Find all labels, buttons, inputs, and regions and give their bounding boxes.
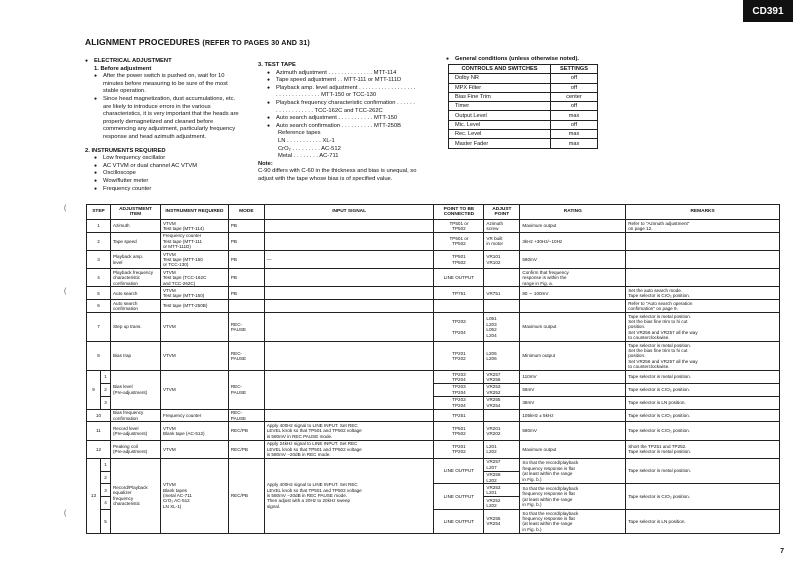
adjustment-item: Tape speed: [110, 232, 160, 250]
rating: So that the record/playback frequency response is flat (at least within the range in Fig. b.): [520, 458, 626, 484]
instrument: VTVM Test tape (TCC-162C and TCC-262C): [160, 269, 228, 287]
mode: PB: [228, 232, 264, 250]
remarks: Refer to "Azimuth adjustment" on page 12.: [626, 220, 780, 233]
adjustment-item: Record level (Pre-adjustment): [110, 422, 160, 440]
mode: PB: [228, 287, 264, 300]
instrument: Test tape (MTT-250B): [160, 300, 228, 313]
column-header: STEP: [87, 205, 111, 220]
rating: 80 ∼ 100mV: [520, 287, 626, 300]
connect-point: TP201 TP202: [434, 440, 484, 458]
mode: REC/PB: [228, 422, 264, 440]
tape-item: ● Playback amp. level adjustment . . . . . . . . . . . . . . . . . . . . . . . . . . . . . . . . MTT-150 or TCC-130: [267, 85, 418, 100]
instruments-heading: 2. INSTRUMENTS REQUIRED: [85, 147, 166, 154]
adjust-point: VR253 L201: [484, 484, 520, 497]
control-setting: off: [550, 120, 597, 129]
rating: 38mV: [520, 396, 626, 409]
control-setting: max: [550, 111, 597, 120]
step-number: 4: [87, 269, 111, 287]
step-number: 13: [87, 458, 101, 533]
input-signal: [264, 313, 434, 342]
column-header: REMARKS: [626, 205, 780, 220]
adjust-point: VR255 VR254: [484, 396, 520, 409]
before-heading: 1. Before adjustment: [94, 65, 152, 72]
column-header: POINT TO BE CONNECTED: [434, 205, 484, 220]
instrument: VTVM Blank tapes (metal AC-711 CrO₂ AC-512 LN XL-1): [160, 458, 228, 533]
instrument: VTVM: [160, 342, 228, 371]
sub-step: 3: [100, 484, 110, 497]
adjust-point: VR built in motor: [484, 232, 520, 250]
instrument-item: ● Wow/flutter meter: [94, 178, 243, 186]
adjust-point: VR257 VR256: [484, 371, 520, 384]
mode: PB: [228, 269, 264, 287]
control-name: Master Fader: [449, 139, 551, 148]
connect-point: TP203 TP204: [434, 371, 484, 384]
mode: REC- PAUSE: [228, 409, 264, 422]
conditions-section: [446, 56, 596, 64]
electrical-heading: ● ELECTRICAL ADJUSTMENT: [85, 58, 243, 66]
test-tape-heading: 3. TEST TAPE: [258, 62, 296, 68]
adjust-point: [484, 300, 520, 313]
conditions-row: [449, 139, 598, 148]
table-row: [87, 232, 780, 250]
adjustment-item: Auto search confirmation: [110, 300, 160, 313]
remarks: Tape selector is CrO₂ position.: [626, 422, 780, 440]
adjust-point: VR201 VR202: [484, 422, 520, 440]
tape-item: ● Tape speed adjustment . . MTT-111 or MTT-111D: [267, 77, 418, 85]
adjust-point: VR257 L207: [484, 458, 520, 471]
sub-step: 5: [100, 510, 110, 534]
table-row: [87, 342, 780, 371]
binding-mark: (: [64, 288, 67, 295]
connect-point: LINE OUTPUT: [434, 269, 484, 287]
control-name: Mic. Level: [449, 120, 551, 129]
remarks: Tape selector is metal position.: [626, 371, 780, 384]
rating: [520, 300, 626, 313]
binding-mark: (: [64, 205, 67, 212]
conditions-row: [449, 74, 598, 83]
input-signal: [264, 342, 434, 371]
adjust-point: L201 L202: [484, 440, 520, 458]
connect-point: [434, 300, 484, 313]
conditions-heading: ● General conditions (unless otherwise noted).: [446, 56, 596, 64]
control-name: Dolby NR: [449, 74, 551, 83]
step-number: 3: [87, 251, 111, 269]
instrument: VTVM Test tape (MTT-150 or TCC-130): [160, 251, 228, 269]
before-item: ● Since head magnetization, dust accumulations, etc. are likely to introduce errors in the various characteristics, it is very important that the heads are properly demagnetized and cleaned before commencing any adjustment, particularly frequency response and head azimuth adjustment.: [94, 96, 243, 142]
connect-point: TP251: [434, 409, 484, 422]
step-number: 6: [87, 300, 111, 313]
instrument-item: ● Frequency counter: [94, 186, 243, 194]
conditions-col1: CONTROLS AND SWITCHES: [449, 65, 551, 74]
rating: Minimum output: [520, 342, 626, 371]
adjustment-item: Azimuth: [110, 220, 160, 233]
ref-heading: Reference tapes: [278, 130, 321, 137]
step-number: 9: [87, 371, 101, 409]
rating: So that the record/playback frequency response is flat (at least within the range in Fig. b.): [520, 484, 626, 510]
note-heading: Note:: [258, 160, 273, 167]
remarks: Tape selector is LN position.: [626, 510, 780, 534]
title-text: ALIGNMENT PROCEDURES: [85, 37, 200, 47]
instrument: Frequency counter Test tape (MTT-111 or MTT-111D): [160, 232, 228, 250]
table-row: [87, 220, 780, 233]
conditions-row: [449, 111, 598, 120]
connect-point: TP501 or TP502: [434, 232, 484, 250]
sub-step: 4: [100, 497, 110, 510]
control-setting: off: [550, 74, 597, 83]
conditions-row: [449, 102, 598, 111]
instrument: VTVM: [160, 440, 228, 458]
adjustment-item: Peaking coil (Pre-adjustment): [110, 440, 160, 458]
remarks: Tape selector is LN position.: [626, 396, 780, 409]
conditions-row: [449, 120, 598, 129]
adjust-point: VR101 VR102: [484, 251, 520, 269]
binding-mark: (: [64, 510, 67, 517]
connect-point: TP501 TP502: [434, 251, 484, 269]
adjust-point: [484, 409, 520, 422]
column-header: INSTRUMENT REQUIRED: [160, 205, 228, 220]
rating: 3kHz +30Hz/−10Hz: [520, 232, 626, 250]
rating: So that the record/playback frequency response is flat (at least within the range in Fig. b.): [520, 510, 626, 534]
before-item: ● After the power switch is pushed on, wait for 10 minutes before measuring to be sure of the most stable operation.: [94, 73, 243, 96]
rating: Maximum output: [520, 313, 626, 342]
table-row: [87, 269, 780, 287]
column-header: INPUT SIGNAL: [264, 205, 434, 220]
conditions-col2: SETTINGS: [550, 65, 597, 74]
rating: Confirm that frequency response is within the range in Fig. a.: [520, 269, 626, 287]
adjust-point: VR253 VR252: [484, 383, 520, 396]
mode: PB: [228, 220, 264, 233]
instrument: VTVM Blank tape (AC-512): [160, 422, 228, 440]
control-setting: max: [550, 130, 597, 139]
mode: REC- PAUSE: [228, 342, 264, 371]
table-row: [87, 287, 780, 300]
step-number: 11: [87, 422, 111, 440]
adjustment-item: Step up trans.: [110, 313, 160, 342]
input-signal: [264, 409, 434, 422]
connect-point: LINE OUTPUT: [434, 484, 484, 510]
input-signal: [264, 287, 434, 300]
table-row: [87, 440, 780, 458]
tape-item: ● Auto search confirmation . . . . . . . . . . MTT-250B: [267, 123, 418, 131]
connect-point: LINE OUTPUT: [434, 510, 484, 534]
control-name: MPX Filter: [449, 83, 551, 92]
instrument: Frequency counter: [160, 409, 228, 422]
sub-step: 1: [100, 371, 110, 384]
adjust-point: VR751: [484, 287, 520, 300]
instrument-item: ● Oscilloscope: [94, 170, 243, 178]
conditions-row: [449, 130, 598, 139]
rating: 58mV: [520, 383, 626, 396]
column-header: ADJUST POINT: [484, 205, 520, 220]
column-header: ADJUSTMENT ITEM: [110, 205, 160, 220]
connect-point: TP203 TP204: [434, 396, 484, 409]
rating: Maximum output: [520, 440, 626, 458]
column-header: MODE: [228, 205, 264, 220]
sub-step: 2: [100, 471, 110, 484]
adjustment-item: Bias trap: [110, 342, 160, 371]
adjustment-item: Record/Playback equalizer frequency characteristic: [110, 458, 160, 533]
alignment-table: [86, 204, 780, 534]
remarks: [626, 251, 780, 269]
adjustment-item: Playback frequency characteristic confirmation: [110, 269, 160, 287]
remarks: Set the auto search mode. Tape selector is CrO₂ position.: [626, 287, 780, 300]
mode: REC- PAUSE: [228, 371, 264, 409]
sub-step: 1: [100, 458, 110, 471]
remarks: Refer to "Auto search operation confirmation" on page 9.: [626, 300, 780, 313]
input-signal: [264, 232, 434, 250]
electrical-section: [85, 58, 243, 193]
ref-item: LN . . . . . . . . . . . XL-1: [278, 137, 335, 144]
control-setting: off: [550, 83, 597, 92]
remarks: [626, 232, 780, 250]
remarks: Tape selector is CrO₂ position.: [626, 383, 780, 396]
connect-point: TP203 TP204: [434, 313, 484, 342]
step-number: 10: [87, 409, 111, 422]
mode: PB: [228, 251, 264, 269]
table-row: [87, 313, 780, 342]
control-setting: off: [550, 102, 597, 111]
step-number: 2: [87, 232, 111, 250]
remarks: Short the TP251 and TP252. Tape selector is metal position.: [626, 440, 780, 458]
control-setting: max: [550, 139, 597, 148]
adjust-point: L205 L206: [484, 342, 520, 371]
control-name: Bias Fine Trim: [449, 92, 551, 101]
sub-step: 2: [100, 383, 110, 396]
table-row: [87, 422, 780, 440]
step-number: 12: [87, 440, 111, 458]
adjust-point: VR252 L202: [484, 497, 520, 510]
title-reference: (REFER TO PAGES 30 AND 31): [202, 38, 310, 47]
adjustment-item: Bias frequency confirmation: [110, 409, 160, 422]
mode: REC/PB: [228, 458, 264, 533]
note-text: C-90 differs with C-60 in the thickness and bias is unequal, so adjust with the tape whose bias is of specified value.: [258, 168, 417, 182]
input-signal: —: [264, 251, 434, 269]
instrument: VTVM Test tape (MTT-114): [160, 220, 228, 233]
instrument: VTVM: [160, 371, 228, 409]
remarks: Tape selector is CrO₂ position.: [626, 484, 780, 510]
ref-item: CrO₂ . . . . . . . . . AC-512: [278, 145, 341, 152]
instrument: VTVM: [160, 313, 228, 342]
input-signal: [264, 300, 434, 313]
table-row: [87, 371, 780, 384]
control-setting: center: [550, 92, 597, 101]
remarks: Tape selector is CrO₂ position.: [626, 409, 780, 422]
instrument-item: ● Low frequency oscillator: [94, 155, 243, 163]
table-row: [87, 300, 780, 313]
connect-point: TP203 TP204: [434, 383, 484, 396]
connect-point: TP751: [434, 287, 484, 300]
model-badge: CD391: [743, 0, 793, 22]
step-number: 7: [87, 313, 111, 342]
input-signal: Apply 24kHz signal to LINE INPUT. Set REC LEVEL knob so that TP501 and TP502 voltage is 580mV −20dB in REC mode.: [264, 440, 434, 458]
page-number: 7: [780, 548, 784, 555]
conditions-row: [449, 83, 598, 92]
adjustment-item: Bias level (Pre-adjustment): [110, 371, 160, 409]
tape-item: ● Playback frequency characteristic confirmation . . . . . . . . . . . . . . . . . . TCC-162C and TCC-262C: [267, 100, 418, 115]
column-header: RATING: [520, 205, 626, 220]
step-number: 1: [87, 220, 111, 233]
input-signal: [264, 269, 434, 287]
step-number: 5: [87, 287, 111, 300]
tape-item: ● Azimuth adjustment . . . . . . . . . . . . . . MTT-114: [267, 70, 418, 78]
adjust-point: Azimuth screw: [484, 220, 520, 233]
rating: Maximum output: [520, 220, 626, 233]
step-number: 8: [87, 342, 111, 371]
adjust-point: [484, 269, 520, 287]
ref-item: Metal . . . . . . . . AC-711: [278, 153, 339, 160]
mode: REC/PB: [228, 440, 264, 458]
rating: 580mV: [520, 251, 626, 269]
connect-point: TP501 or TP502: [434, 220, 484, 233]
connect-point: TP201 TP202: [434, 342, 484, 371]
table-row: [87, 251, 780, 269]
adjustment-item: Auto search: [110, 287, 160, 300]
table-row: [87, 458, 780, 471]
instrument: VTVM Test tape (MTT-150): [160, 287, 228, 300]
instrument-item: ● AC VTVM or dual channel AC VTVM: [94, 163, 243, 171]
input-signal: [264, 220, 434, 233]
table-row: [87, 409, 780, 422]
input-signal: Apply 400Hz signal to LINE INPUT. Set REC LEVEL knob so that TP501 and TP502 voltage is 580mV in REC PAUSE mode.: [264, 422, 434, 440]
mode: [228, 300, 264, 313]
control-name: Output Level: [449, 111, 551, 120]
remarks: Tape selector is metal position. Set the bias fine trim to hi cut position. Set VR256 and VR257 all the way to counterclockwise.: [626, 342, 780, 371]
input-signal: Apply 400Hz signal to LINE INPUT. Set REC LEVEL knob so that TP501 and TP502 voltage is 580mV −20dB in REC PAUSE mode. Then adjust with a 20Hz to 20kHz sweep signal.: [264, 458, 434, 533]
mode: REC- PAUSE: [228, 313, 264, 342]
connect-point: LINE OUTPUT: [434, 458, 484, 484]
adjustment-item: Playback amp. level: [110, 251, 160, 269]
tape-item: ● Auto search adjustment . . . . . . . . . . . MTT-150: [267, 115, 418, 123]
adjust-point: L051 L203 L052 L204: [484, 313, 520, 342]
test-tape-section: [258, 62, 418, 184]
rating: 105kHz ± 5kHz: [520, 409, 626, 422]
adjust-point: VR255 VR254: [484, 510, 520, 534]
page-title: [85, 37, 310, 47]
conditions-table: [448, 64, 598, 149]
sub-step: 3: [100, 396, 110, 409]
connect-point: TP501 TP502: [434, 422, 484, 440]
control-name: Timer: [449, 102, 551, 111]
input-signal: [264, 371, 434, 409]
conditions-row: [449, 92, 598, 101]
rating: 110mV: [520, 371, 626, 384]
remarks: [626, 269, 780, 287]
adjust-point: VR256 L202: [484, 471, 520, 484]
remarks: Tape selector is metal position.: [626, 458, 780, 484]
remarks: Tape selector is metal position. Set the bias fine trim to hi cut position. Set VR256 and VR257 all the way to counterclockwise.: [626, 313, 780, 342]
control-name: Rec. Level: [449, 130, 551, 139]
rating: 580mV: [520, 422, 626, 440]
